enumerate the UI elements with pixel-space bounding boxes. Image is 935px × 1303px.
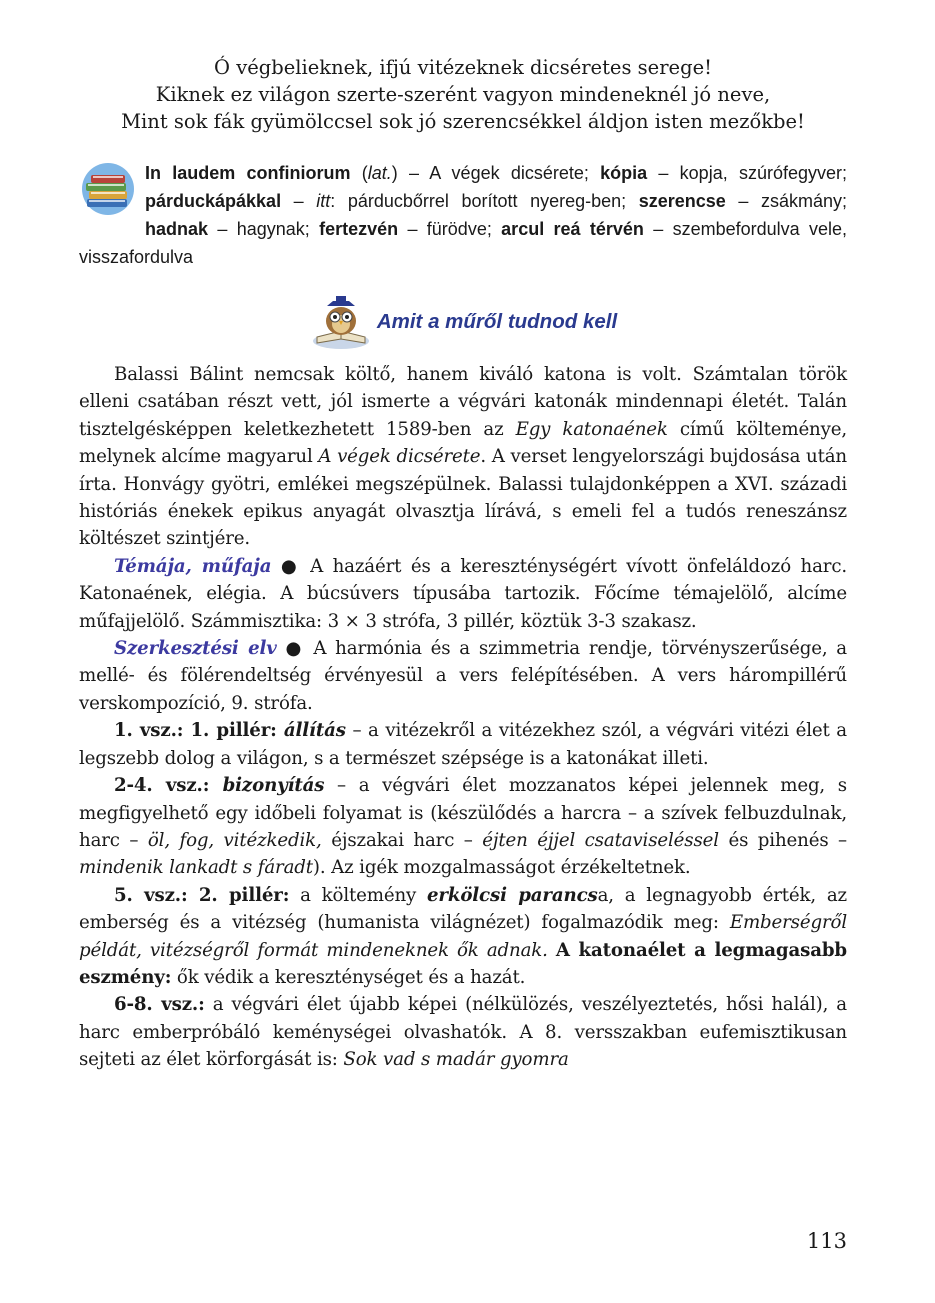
books-icon [79,159,137,219]
glossary-box [79,159,847,271]
theme-genre-label: Témája, műfaja [114,555,272,577]
paragraph-stanza-2-4: 2-4. vsz.: bizonyítás – a végvári élet mozzanatos képei jelennek meg, s megfigyelhető egy időbeli folyamat is (készülődés a harcra – a szívek felbuzdulnak, harc – öl, fog, vitézkedik, éjszakai harc – éjten éjjel csataviseléssel és pihenés – mindenik lankadt s fáradt). Az igék mozgalmasságot érzékeltetnek. [79,775,847,879]
body-text [79,361,847,1074]
poem-line: Mint sok fák gyümölccsel sok jó szerencsékkel áldjon isten mezőkbe! [121,110,805,133]
page-content [79,50,847,1074]
paragraph-stanza-1: 1. vsz.: 1. pillér: állítás – a vitézekről a vitézekhez szól, a végvári vitézi élet a legszebb dolog a világon, s a természet szépsége is a katonákat illeti. [79,720,848,769]
structure-label: Szerkesztési elv [114,638,277,660]
section-title: Amit a műről tudnod kell [376,310,618,333]
paragraph-theme-genre: Témája, műfaja ● A hazáért és a kereszténységért vívott önfeláldozó harc. Katonaének, elégia. A búcsúvers típusába tartozik. Főcíme témajelölő, alcíme műfajjelölő. Számmisztika: 3 × 3 strófa, 3 pillér, köztük 3-3 szakasz. [79,555,848,632]
paragraph-stanza-5: 5. vsz.: 2. pillér: a költemény erkölcsi parancsa, a legnagyobb érték, az emberség és a vitézség (humanista világnézet) fogalmazódik meg: Emberségről példát, vitézségről formát mindeneknek ők adnak. A katonaélet a legmagasabb eszmény: ők védik a kereszténységet és a hazát. [79,884,847,988]
bullet-icon: ● [271,555,311,577]
owl-reading-icon [309,293,373,351]
paragraph-intro: Balassi Bálint nemcsak költő, hanem kiváló katona is volt. Számtalan török elleni csatában részt vett, jól ismerte a végvári katonák mindennapi életét. Talán tisztelgésképpen keletkezhetett 1589-ben az Egy katonaének című költeménye, melynek alcíme magyarul A végek dicsérete. A verset lengyelországi bujdosása után írta. Honvágy gyötri, emlékei megszépülnek. Balassi tulajdonképpen a XVI. századi históriás énekek epikus anyagát olvasztja lírává, s emeli fel a tudós reneszánsz költészet szintjére. [79,364,847,550]
page-number: 113 [806,1229,847,1253]
poem-line: Kiknek ez világon szerte-szerént vagyon mindeneknél jó neve, [155,83,771,106]
section-heading [79,293,847,351]
poem-excerpt [79,54,847,135]
bullet-icon: ● [276,638,314,660]
paragraph-structure: Szerkesztési elv ● A harmónia és a szimmetria rendje, törvényszerűsége, a mellé- és fölérendeltség érvényesül a vers felépítésében. A vers hárompillérű verskompozíció, 9. strófa. [79,638,848,714]
glossary-term: In laudem confiniorum (lat.) – A végek dicsérete; kópia – kopja, szúrófegyver; párduckápákkal – itt: párducbőrrel borított nyereg-ben; szerencse – zsákmány; hadnak – hagynak; fertezvén – fürödve; arcul reá térvén – szembefordulva vele, visszafordulva [79,163,848,267]
paragraph-stanza-6-8: 6-8. vsz.: a végvári élet újabb képei (nélkülözés, veszélyeztetés, hősi halál), a harc emberpróbáló keménységei olvashatók. A 8. versszakban eufemisztikusan sejteti az élet körforgását is: Sok vad s madár gyomra [79,994,847,1071]
poem-line: Ó végbelieknek, ifjú vitézeknek dicséretes serege! [214,56,712,79]
